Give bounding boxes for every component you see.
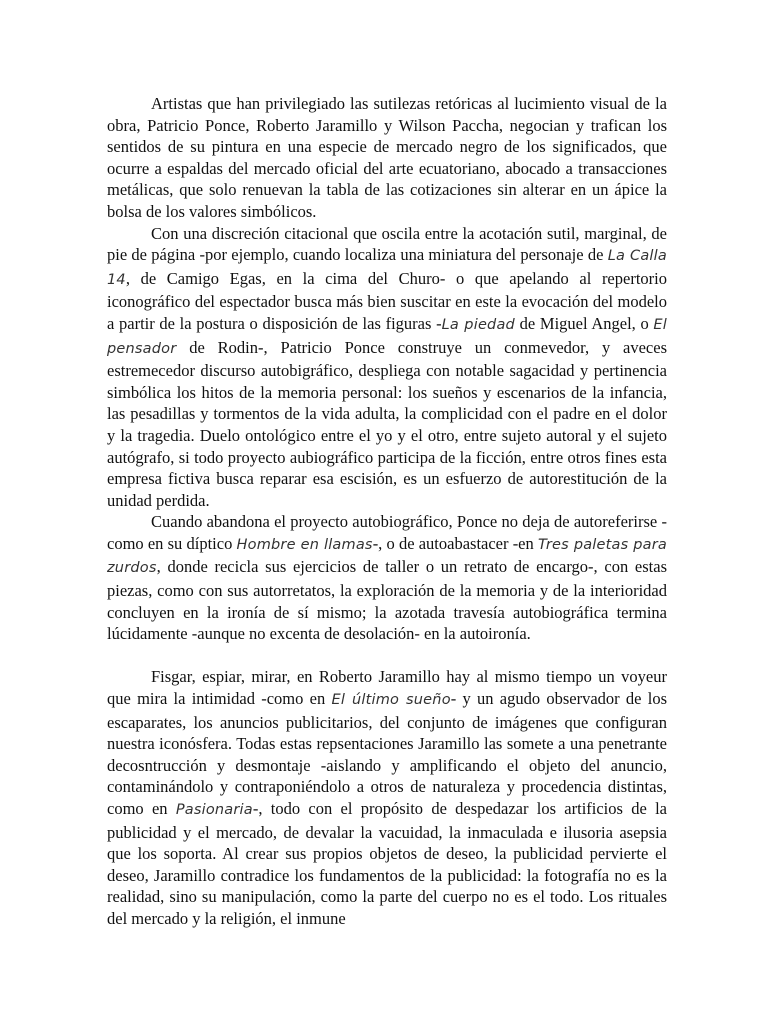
text-segment: de Rodin-, Patricio Ponce construye un conmevedor, y aveces estremecedor discurso autobigráfico, despliega con notable sagacidad y pertinencia simbólica los hitos de la memoria personal: los sueños y escenarios de la infancia, las pesadillas y tormentos de la vida adulta, la complicidad con el padre en el dolor y la tragedia. Duelo ontológico entre el yo y el otro, entre sujeto autoral y el sujeto autógrafo, si todo proyecto aubiográfico participa de la ficción, entre otros fines esta empresa fictiva busca reparar esa escisión, es un esfuerzo de autorestitución de la unidad perdida. xyxy=(107,337,667,510)
artwork-title-tres-paletas: Tres paletas para zurdos xyxy=(107,536,667,577)
artwork-title-el-pensador: El pensador xyxy=(107,316,668,357)
artwork-title-la-calla-14: La Calla 14 xyxy=(107,248,667,288)
text-segment: -, todo con el propósito de despedazar los artificios de la publicidad y el mercado, de devalar la vacuidad, la inmaculada e ilusoria asepsia que los soporta. Al crear sus propios objetos de deseo, la publicidad pervierte el deseo, Jaramillo contradice los fundamentos de la publicidad: la fotografía no es la realidad, sino su manipulación, como la parte del cuerpo no es el todo. Los rituales del mercado y la religión, el inmune xyxy=(107,799,667,928)
text-segment: , donde recicla sus ejercicios de taller o un retrato de encargo-, con estas piezas, como con sus autorretatos, la exploración de la memoria y de la interioridad concluyen en la ironía de sí mismo; la azotada travesía autobiográfica termina lúcidamente -aunque no excenta de desolación- en la autoironía. xyxy=(107,557,667,644)
text-segment: - y un agudo observador de los escaparates, los anuncios publicitarios, del conjunto de imágenes que configuran nuestra iconósfera. Todas estas repsentaciones Jaramillo las somete a una penetrante decosntrucción y desmontaje -aislando y amplificando el objeto del anuncio, contaminándolo y contraponiéndolo a otros de naturaleza y procedencia distintas, como en xyxy=(107,689,667,818)
paragraph-spacer xyxy=(107,645,667,667)
paragraph-3 xyxy=(107,511,667,645)
artwork-title-hombre-en-llamas: Hombre en llamas xyxy=(236,536,373,553)
text-segment: Cuando abandona el proyecto autobiográfico, Ponce no deja de autoreferirse -como en su díptico xyxy=(107,512,667,553)
paragraph-2 xyxy=(107,223,667,512)
text-segment: Con una discreción citacional que oscila entre la acotación sutil, marginal, de pie de página -por ejemplo, cuando localiza una miniatura del personaje de xyxy=(107,223,667,265)
artwork-title-el-ultimo-sueno: El último sueño xyxy=(331,692,451,709)
text-segment: Artistas que han privilegiado las sutilezas retóricas al lucimiento visual de la obra, Patricio Ponce, Roberto Jaramillo y Wilson Paccha, negocian y trafican los sentidos de su pintura en una especie de mercado negro de los significados, que ocurre a espaldas del mercado oficial del arte ecuatoriano, abocado a transacciones metálicas, que solo renuevan la tabla de las cotizaciones sin alterar en un ápice la bolsa de los valores simbólicos. xyxy=(107,94,667,221)
artwork-title-la-piedad: La piedad xyxy=(441,316,515,333)
document-page xyxy=(107,93,667,930)
artwork-title-pasionaria: Pasionaria xyxy=(175,802,253,818)
text-segment: de Miguel Angel, o xyxy=(514,313,654,333)
paragraph-4 xyxy=(107,666,667,929)
text-segment: , de Camigo Egas, en la cima del Churo- o que apelando al repertorio iconográfico del espectador busca más bien suscitar en este la evocación del modelo a partir de la postura o disposición de las figuras - xyxy=(107,268,667,333)
text-segment: Fisgar, espiar, mirar, en Roberto Jaramillo hay al mismo tiempo un voyeur que mira la intimidad -como en xyxy=(107,667,667,709)
text-segment: -, o de autoabastacer -en xyxy=(372,533,538,553)
paragraph-1 xyxy=(107,93,667,223)
